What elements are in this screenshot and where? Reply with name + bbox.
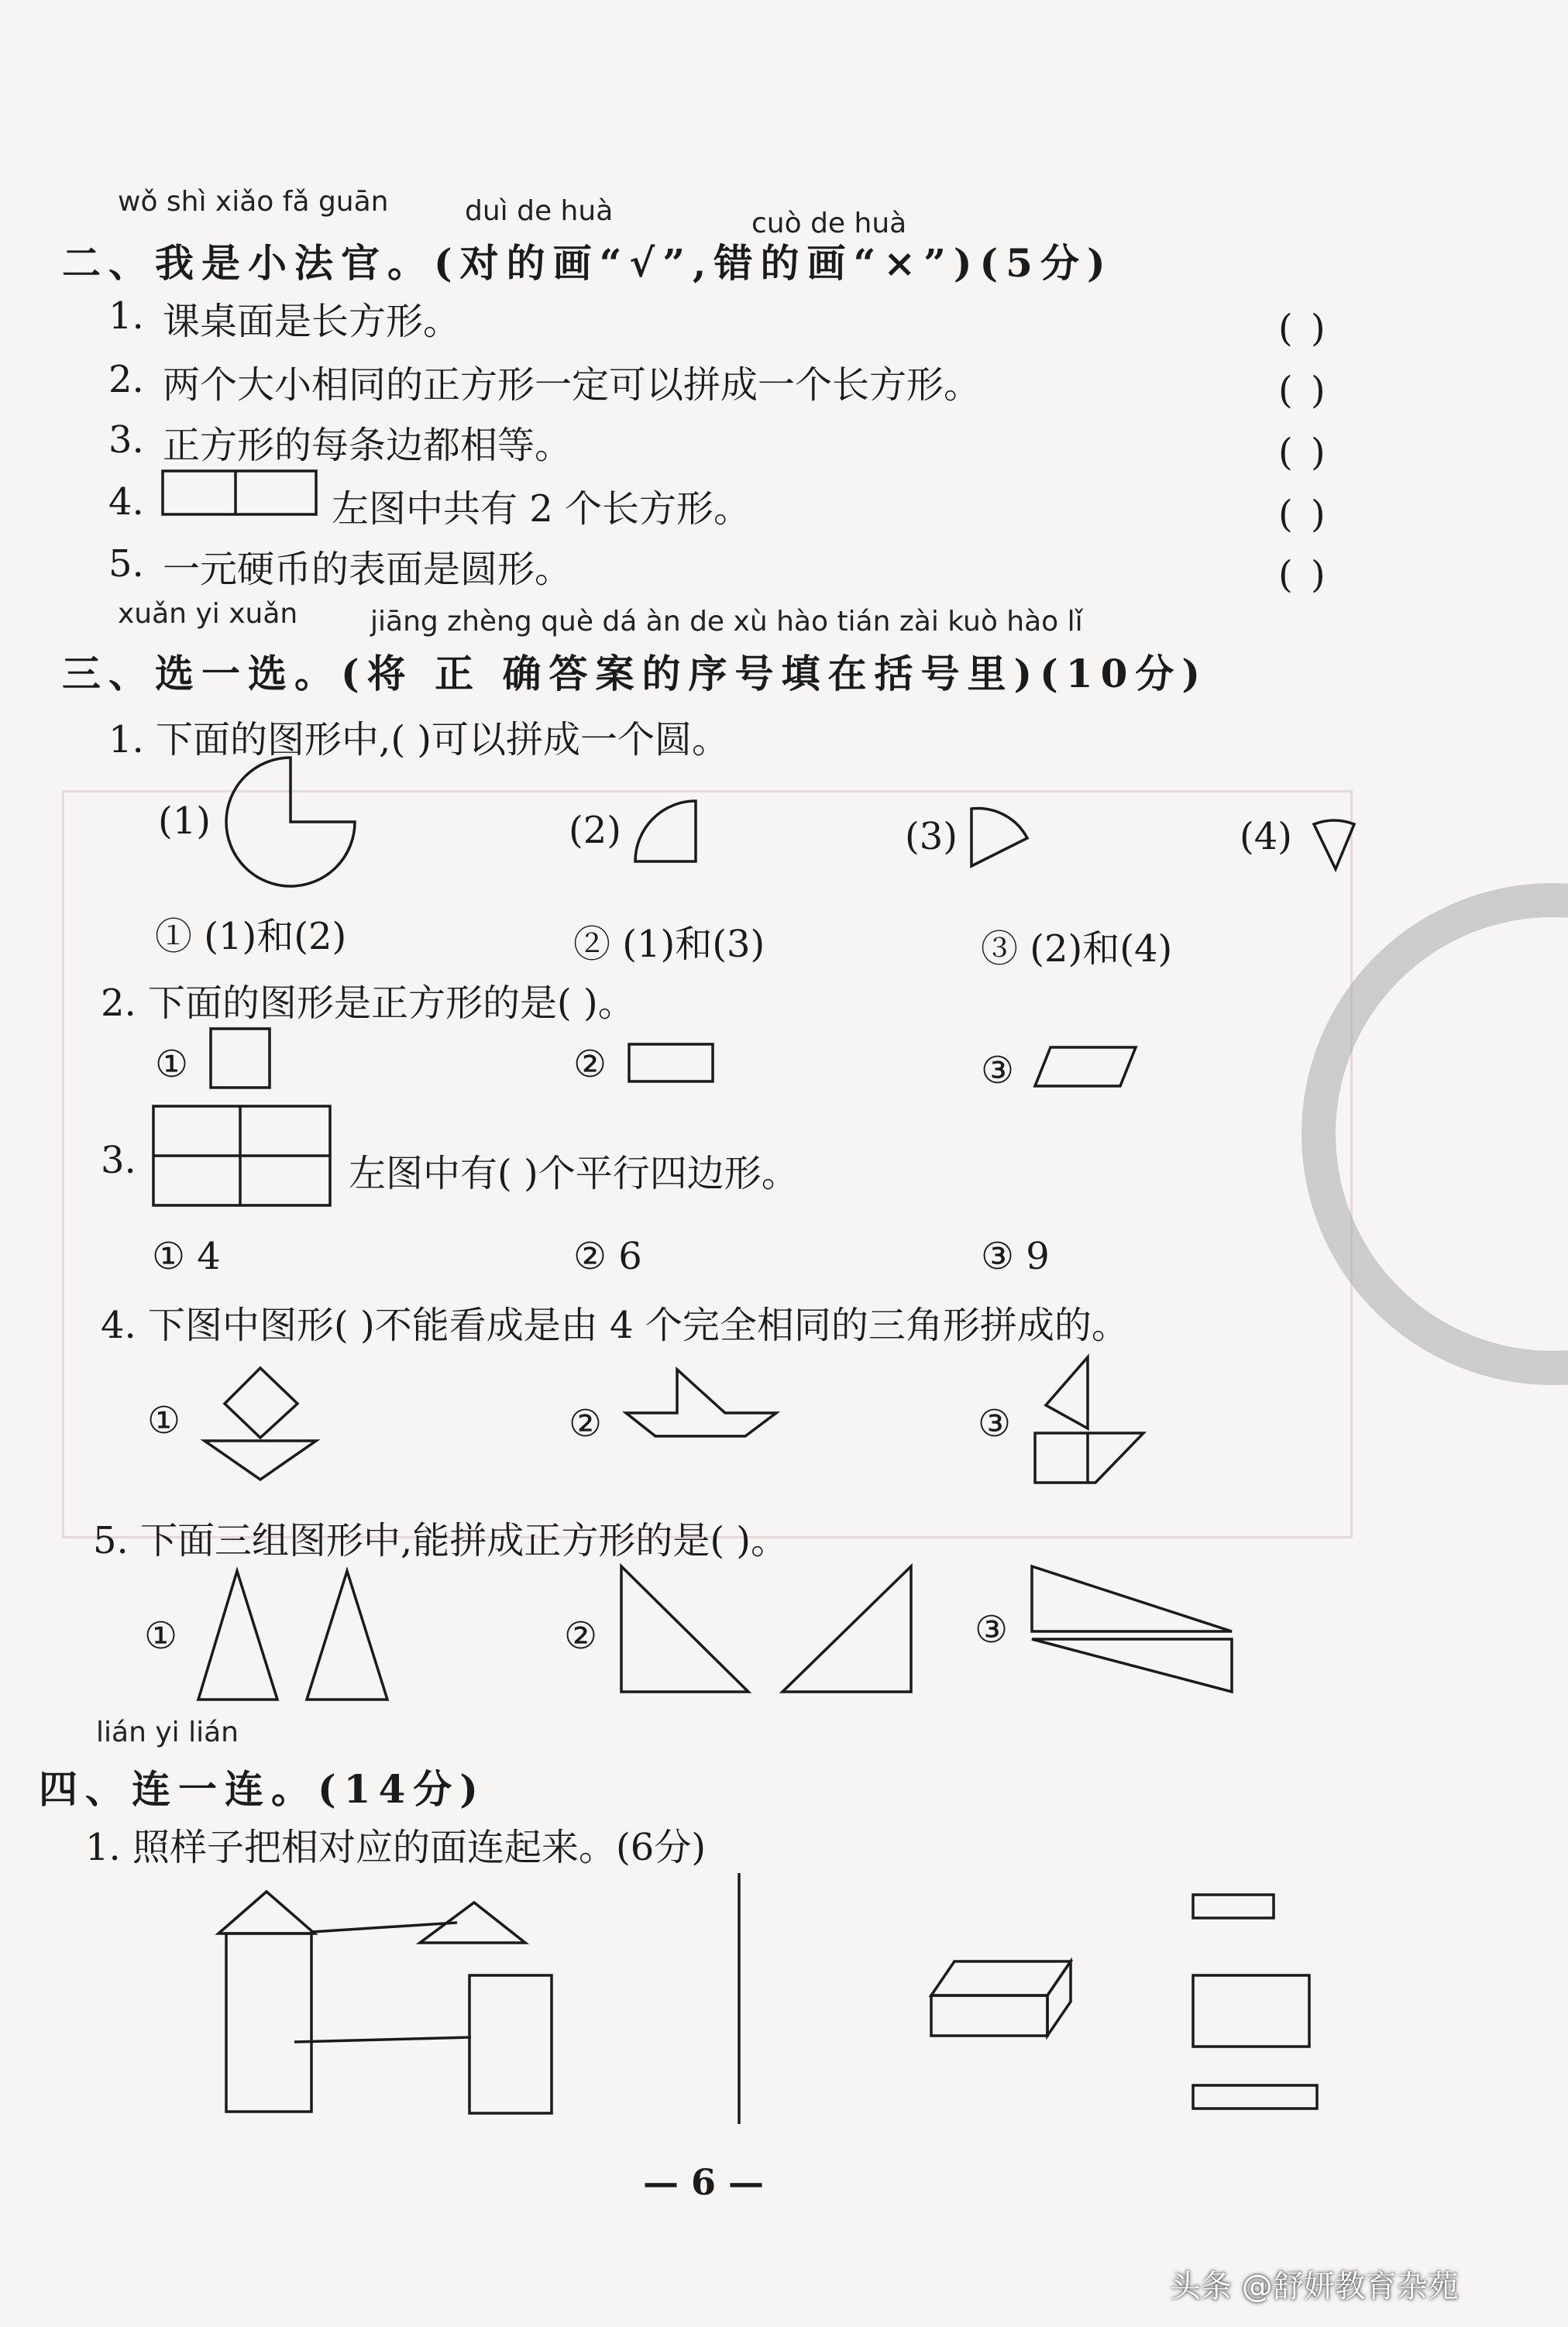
question-stem: 5. 下面三组图形中,能拼成正方形的是( )。 bbox=[93, 1519, 789, 1562]
item-text: 正方形的每条边都相等。 bbox=[163, 424, 573, 467]
three-quarter-circle bbox=[225, 756, 356, 888]
section-heading: 二、我是小法官。(对的画“√”,错的画“×”)(5分) bbox=[62, 240, 1113, 286]
four-rectangles-grid bbox=[152, 1105, 333, 1208]
divider-line bbox=[736, 1872, 742, 2127]
sailboat-figure bbox=[1033, 1356, 1150, 1487]
source-watermark: 头条 @舒妍教育杂苑 bbox=[1170, 2269, 1459, 2305]
question-stem: 1. 照样子把相对应的面连起来。(6分) bbox=[85, 1826, 707, 1869]
answer-parentheses[interactable]: ( ) bbox=[1278, 553, 1329, 596]
answer-option[interactable]: ② bbox=[569, 1402, 603, 1445]
answer-option[interactable]: ① (1)和(2) bbox=[155, 915, 347, 958]
answer-option[interactable]: ③ bbox=[978, 1402, 1012, 1445]
section-heading: 三、选一选。(将 正 确答案的序号填在括号里)(10分) bbox=[62, 651, 1209, 696]
figure-label: (1) bbox=[158, 799, 211, 843]
answer-option[interactable]: ① bbox=[147, 1399, 181, 1442]
question-stem: 左图中有( )个平行四边形。 bbox=[349, 1152, 799, 1195]
answer-option[interactable]: ② bbox=[573, 1043, 607, 1086]
quarter-circle bbox=[634, 799, 699, 864]
answer-option[interactable]: ① 4 bbox=[152, 1235, 221, 1278]
answer-option[interactable]: ① bbox=[144, 1614, 178, 1658]
pinyin-sub: jiāng zhèng què dá àn de xù hào tián zài kuò hào lǐ bbox=[370, 606, 1083, 638]
face-shapes-figure bbox=[1188, 1890, 1320, 2115]
cuboid-figure bbox=[927, 1960, 1074, 2040]
two-rectangles-figure bbox=[161, 469, 319, 517]
answer-parentheses[interactable]: ( ) bbox=[1278, 431, 1329, 474]
two-isosceles-triangles bbox=[197, 1569, 390, 1703]
item-text: 左图中共有 2 个长方形。 bbox=[332, 487, 751, 531]
two-right-triangles bbox=[620, 1565, 914, 1695]
question-stem: 2. 下面的图形是正方形的是( )。 bbox=[101, 981, 635, 1025]
item-number: 2. bbox=[108, 358, 144, 401]
answer-option[interactable]: ③ bbox=[981, 1049, 1015, 1092]
answer-option[interactable]: ③ (2)和(4) bbox=[981, 927, 1173, 971]
two-thin-triangles bbox=[1030, 1565, 1236, 1696]
pinyin-title: xuǎn yi xuǎn bbox=[118, 598, 298, 630]
answer-option[interactable]: ② 6 bbox=[573, 1235, 642, 1278]
question-stem: 1. 下面的图形中,( )可以拼成一个圆。 bbox=[108, 718, 730, 761]
figure-label: (2) bbox=[569, 809, 621, 852]
boat-shape-figure bbox=[624, 1368, 779, 1438]
rectangle-figure bbox=[628, 1043, 714, 1083]
item-number: 5. bbox=[108, 542, 144, 586]
question-number: 3. bbox=[101, 1139, 136, 1182]
square-figure bbox=[209, 1027, 271, 1089]
item-number: 3. bbox=[108, 418, 144, 462]
pinyin-title: lián yi lián bbox=[96, 1717, 239, 1748]
answer-option[interactable]: ③ 9 bbox=[981, 1235, 1050, 1278]
answer-option[interactable]: ② (1)和(3) bbox=[573, 923, 765, 966]
parallelogram-figure bbox=[1033, 1046, 1137, 1089]
answer-option[interactable]: ① bbox=[155, 1043, 189, 1086]
question-stem: 4. 下图中图形( )不能看成是由 4 个完全相同的三角形拼成的。 bbox=[101, 1304, 1129, 1347]
pinyin-title: wǒ shì xiǎo fǎ guān bbox=[118, 186, 389, 218]
answer-parentheses[interactable]: ( ) bbox=[1278, 307, 1329, 350]
matching-example-figure bbox=[217, 1890, 566, 2122]
item-text: 两个大小相同的正方形一定可以拼成一个长方形。 bbox=[163, 363, 982, 407]
item-text: 课桌面是长方形。 bbox=[163, 300, 461, 343]
pinyin-wrong: cuò de huà bbox=[751, 208, 907, 239]
item-text: 一元硬币的表面是圆形。 bbox=[163, 548, 573, 591]
section-heading: 四、连一连。(14分) bbox=[39, 1766, 486, 1812]
small-sector-down bbox=[1312, 818, 1359, 872]
quarter-sector-right bbox=[970, 807, 1032, 869]
figure-label: (4) bbox=[1240, 815, 1292, 858]
answer-parentheses[interactable]: ( ) bbox=[1278, 369, 1329, 412]
diamond-over-triangle-figure bbox=[203, 1366, 319, 1483]
answer-option[interactable]: ② bbox=[564, 1614, 598, 1658]
figure-label: (3) bbox=[905, 815, 958, 858]
item-number: 4. bbox=[108, 480, 144, 524]
pinyin-correct: duì de huà bbox=[465, 195, 614, 227]
answer-option[interactable]: ③ bbox=[975, 1608, 1009, 1652]
answer-parentheses[interactable]: ( ) bbox=[1278, 493, 1329, 536]
page-number: — 6 — bbox=[643, 2161, 765, 2203]
item-number: 1. bbox=[108, 294, 144, 338]
